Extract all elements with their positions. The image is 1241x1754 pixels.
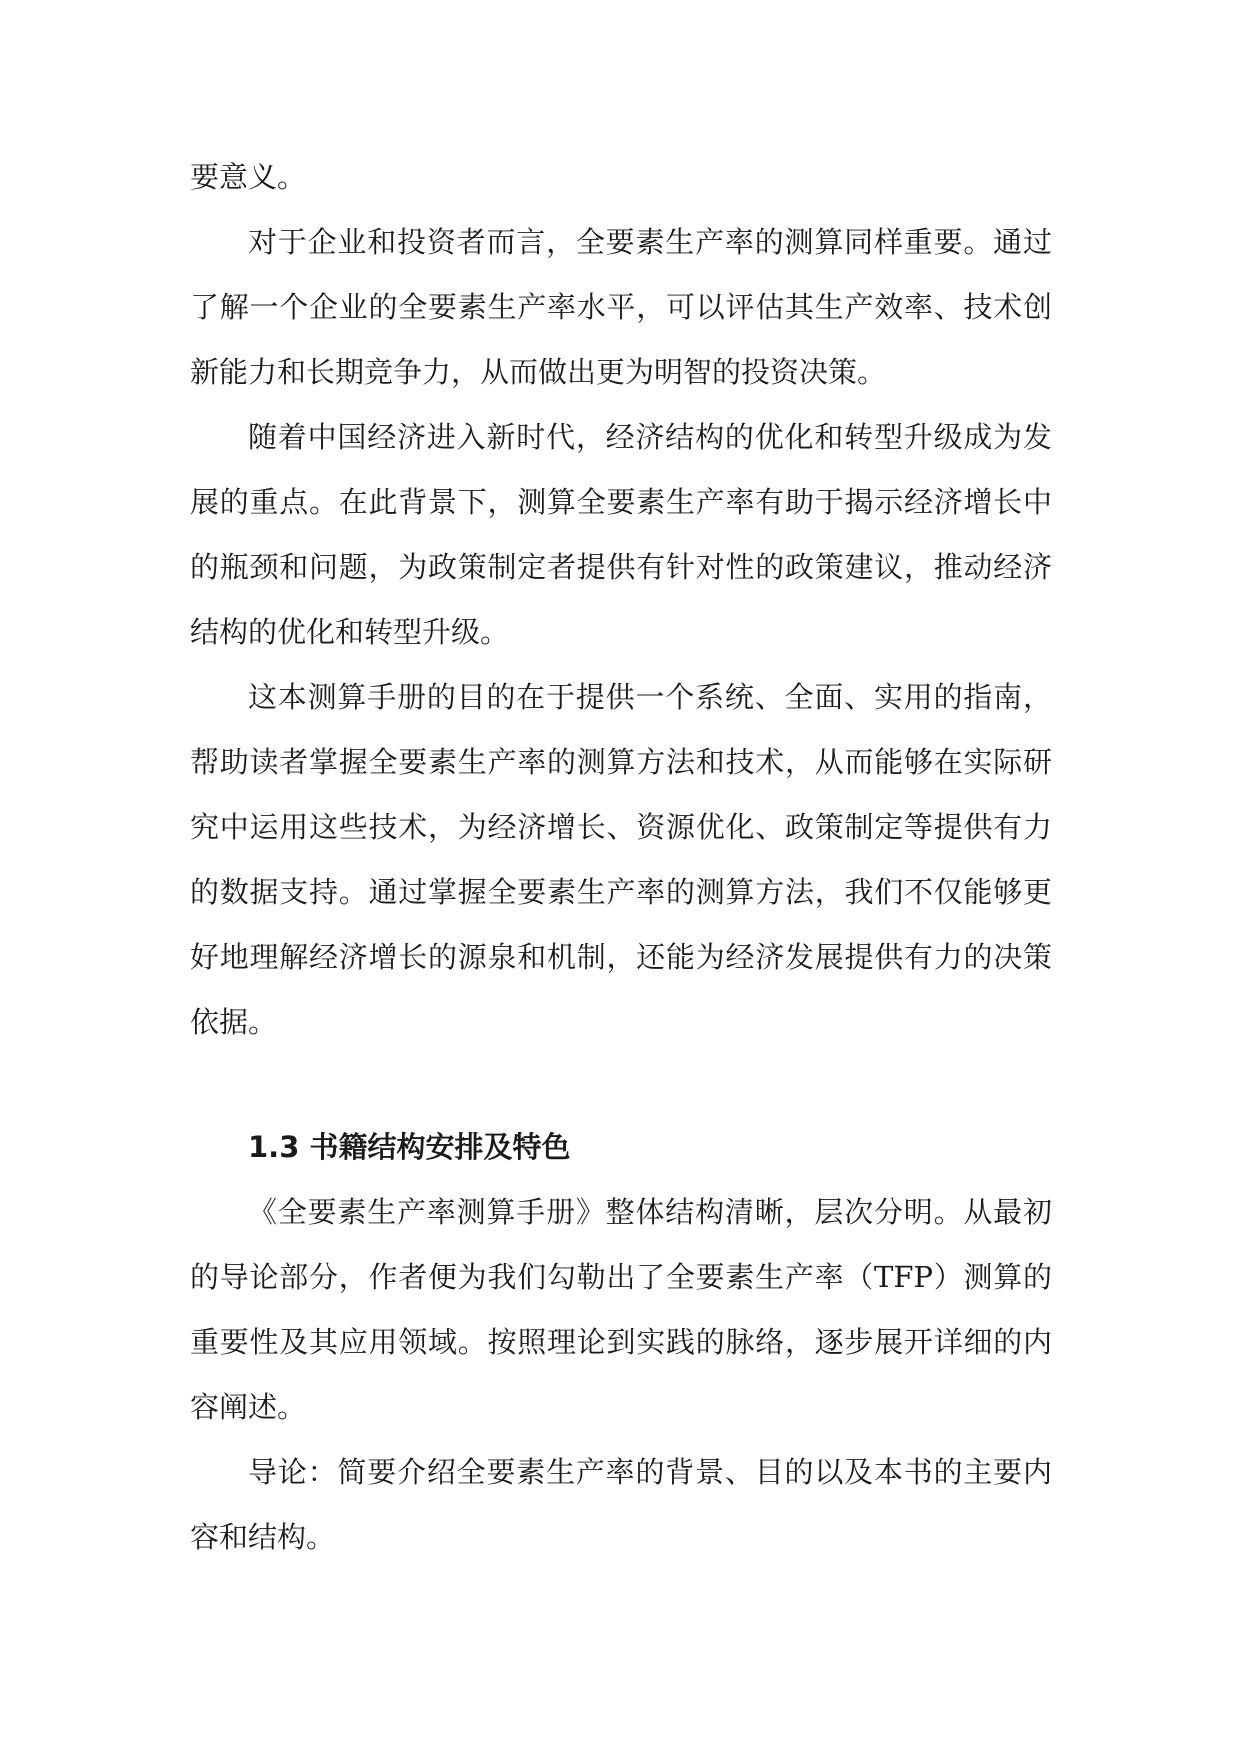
paragraph-handbook-purpose: 这本测算手册的目的在于提供一个系统、全面、实用的指南，帮助读者掌握全要素生产率的测算方法和技术，从而能够在实际研究中运用这些技术，为经济增长、资源优化、政策制定等提供有力的数据支持。通过掌握全要素生产率的测算方法，我们不仅能够更好地理解经济增长的源泉和机制，还能为经济发展提供有力的决策依据。 [190, 680, 1052, 1039]
paragraph-investors: 对于企业和投资者而言，全要素生产率的测算同样重要。通过了解一个企业的全要素生产率水平，可以评估其生产效率、技术创新能力和长期竞争力，从而做出更为明智的投资决策。 [190, 225, 1052, 389]
paragraph-new-era: 随着中国经济进入新时代，经济结构的优化和转型升级成为发展的重点。在此背景下，测算全要素生产率有助于揭示经济增长中的瓶颈和问题，为政策制定者提供有针对性的政策建议，推动经济结构的优化和转型升级。 [190, 420, 1052, 649]
document-body [190, 145, 1052, 1570]
paragraph-continuation: 要意义。 [190, 160, 307, 194]
section-heading: 1.3 书籍结构安排及特色 [248, 1130, 571, 1164]
paragraph-introduction: 导论：简要介绍全要素生产率的背景、目的以及本书的主要内容和结构。 [190, 1455, 1052, 1554]
paragraph-book-structure: 《全要素生产率测算手册》整体结构清晰，层次分明。从最初的导论部分，作者便为我们勾勒出了全要素生产率（TFP）测算的重要性及其应用领域。按照理论到实践的脉络，逐步展开详细的内容阐述。 [190, 1195, 1052, 1424]
